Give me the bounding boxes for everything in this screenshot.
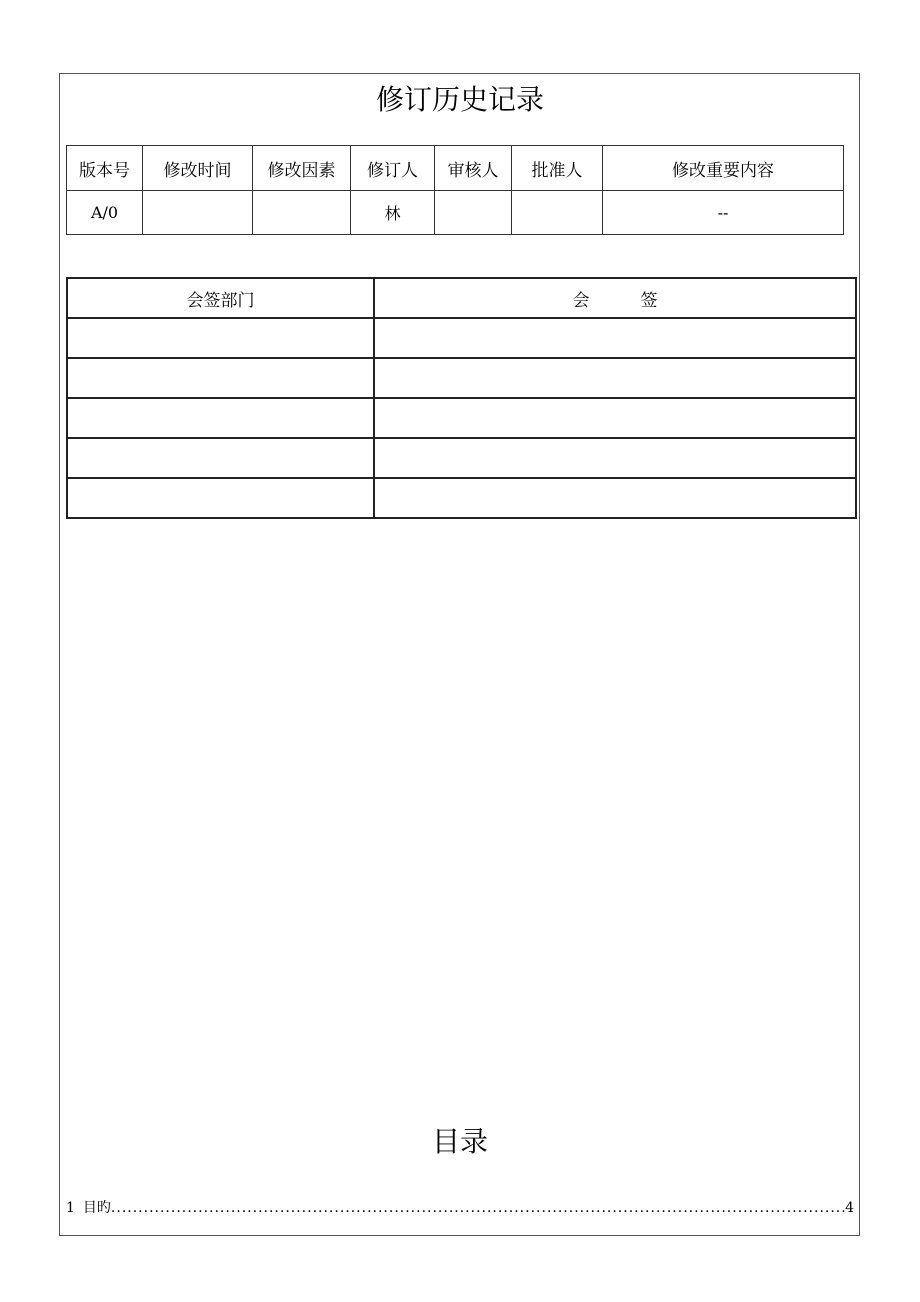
- header-approver: 批准人: [512, 146, 603, 191]
- header-modify-time: 修改时间: [143, 146, 253, 191]
- table-row: [67, 191, 844, 235]
- table-row: [67, 478, 856, 518]
- cell-department: [67, 478, 374, 518]
- cell-signature: [374, 358, 856, 398]
- header-version: 版本号: [67, 146, 143, 191]
- toc-entry-number: 1: [66, 1200, 75, 1216]
- cell-signature: [374, 478, 856, 518]
- toc-leader-dots: [111, 1198, 845, 1218]
- cell-modify-reason: [253, 191, 351, 235]
- toc-entry[interactable]: [66, 1198, 854, 1218]
- table-row: [67, 398, 856, 438]
- cell-signature: [374, 398, 856, 438]
- cell-signature: [374, 318, 856, 358]
- cell-main-content: --: [603, 191, 844, 235]
- revision-header-row: [67, 146, 844, 191]
- cell-version: A/0: [67, 191, 143, 235]
- cell-modify-time: [143, 191, 253, 235]
- cell-department: [67, 398, 374, 438]
- header-signoff-department: 会签部门: [67, 278, 374, 318]
- header-main-content: 修改重要内容: [603, 146, 844, 191]
- cell-department: [67, 358, 374, 398]
- toc-entry-label: 目旳: [82, 1200, 111, 1216]
- cell-signature: [374, 438, 856, 478]
- signoff-table: [66, 277, 857, 519]
- toc-title: 目录: [431, 1125, 488, 1158]
- table-row: [67, 358, 856, 398]
- table-row: [67, 438, 856, 478]
- cell-approver: [512, 191, 603, 235]
- cell-department: [67, 318, 374, 358]
- header-signoff: 会 签: [374, 278, 856, 318]
- header-modify-reason: 修改因素: [253, 146, 351, 191]
- cell-reviser: 林: [351, 191, 435, 235]
- header-reviser: 修订人: [351, 146, 435, 191]
- revision-history-table: [66, 145, 844, 235]
- cell-department: [67, 438, 374, 478]
- header-reviewer: 审核人: [435, 146, 512, 191]
- signoff-header-row: [67, 278, 856, 318]
- table-row: [67, 318, 856, 358]
- page-frame: [59, 73, 860, 1236]
- document-title: 修订历史记录: [375, 83, 544, 116]
- toc-entry-page: 4: [845, 1200, 854, 1216]
- cell-reviewer: [435, 191, 512, 235]
